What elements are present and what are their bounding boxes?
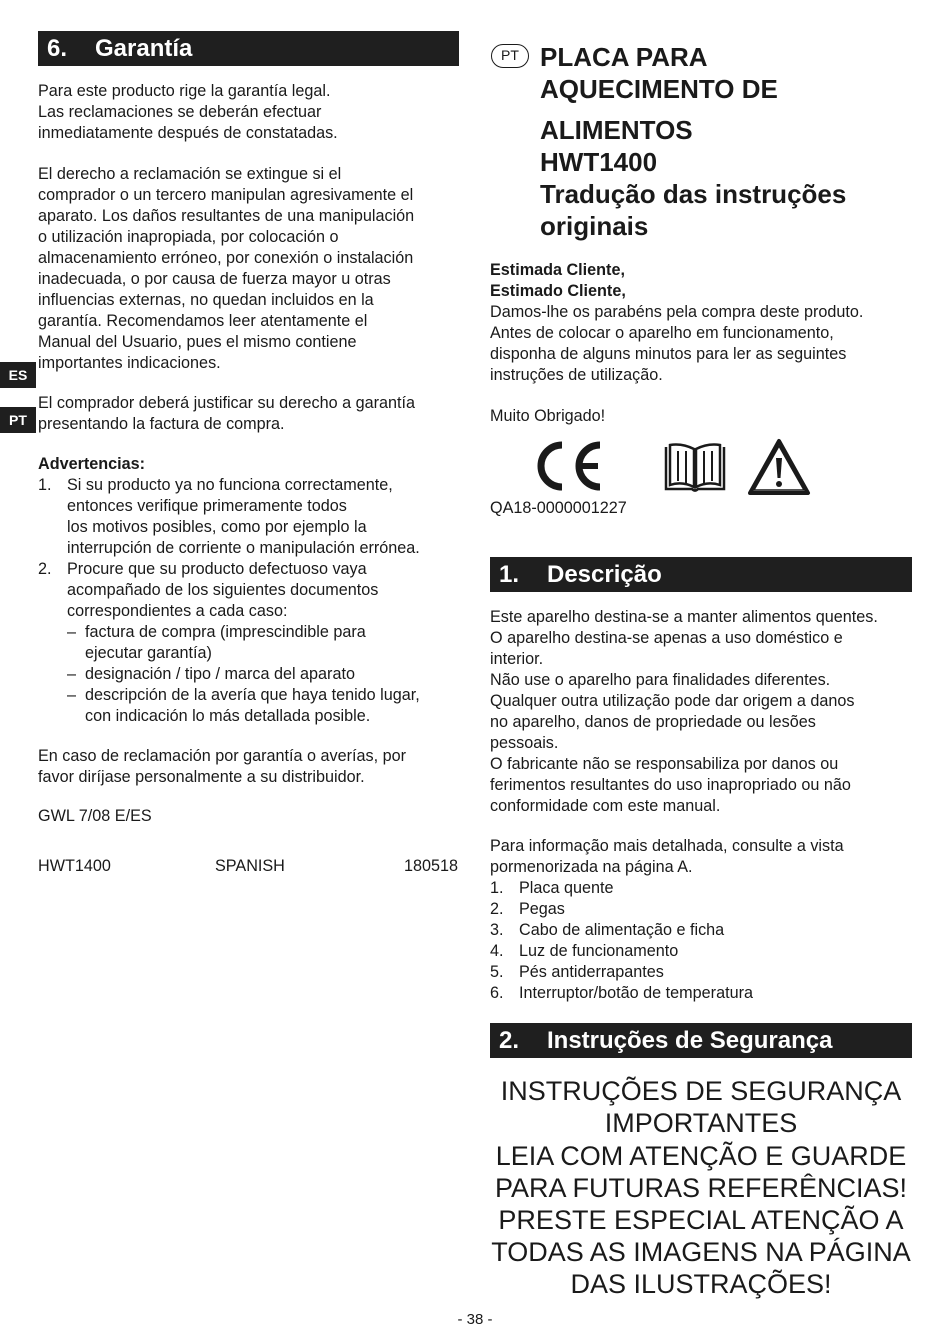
text-line: importantes indicaciones. (38, 354, 221, 372)
safety-caps-line: INSTRUÇÕES DE SEGURANÇA (500, 1076, 902, 1106)
text-line: comprador o un tercero manipulan agresivamente el (38, 186, 414, 204)
title-line-6: originais (540, 211, 649, 241)
text-line: interior. (490, 650, 544, 668)
text-line: influencias externas, no quedan incluidos en la (38, 291, 374, 309)
page-number: - 38 - (457, 1311, 493, 1328)
text-line: Para informação mais detalhada, consulte a vista (490, 837, 844, 855)
text-line: Si su producto ya no funciona correctamente, (67, 476, 393, 494)
safety-caps-line: LEIA COM ATENÇÃO E GUARDE (495, 1141, 907, 1171)
language-tab-pt[interactable]: PT (0, 407, 36, 433)
language-badge-pt: PT (491, 44, 529, 68)
thanks-text: Muito Obrigado! (490, 407, 606, 425)
text-line: Procure que su producto defectuoso vaya (67, 560, 367, 578)
list-text (67, 559, 378, 622)
list-text: Interruptor/botão de temperatura (519, 984, 753, 1002)
text-line: designación / tipo / marca del aparato (85, 665, 355, 683)
text-line: entonces verifique primeramente todos (67, 497, 347, 515)
greeting (490, 260, 626, 302)
list-number: 4. (490, 942, 504, 960)
list-number: 1. (38, 476, 52, 494)
text-line: acompañado de los siguientes documentos (67, 581, 379, 599)
section-heading-descricao (490, 557, 912, 592)
warning-triangle-icon (747, 438, 811, 496)
text-line: Não use o aparelho para finalidades diferentes. (490, 671, 831, 689)
text-line: descripción de la avería que haya tenido lugar, (85, 686, 420, 704)
safety-caps-line: PRESTE ESPECIAL ATENÇÃO A (498, 1205, 904, 1235)
text-line: Manual del Usuario, pues el mismo contiene (38, 333, 357, 351)
description-paragraph (490, 607, 878, 817)
text-line: presentando la factura de compra. (38, 415, 285, 433)
list-text (85, 622, 366, 664)
list-text: Pés antiderrapantes (519, 963, 664, 981)
text-line: pessoais. (490, 734, 559, 752)
title-model: HWT1400 (540, 147, 658, 177)
text-line: garantía. Recomendamos leer atentamente el (38, 312, 368, 330)
footer-language: SPANISH (215, 857, 285, 875)
manual-book-icon (664, 441, 726, 493)
text-line: El comprador deberá justificar su derecho a garantía (38, 394, 416, 412)
list-text (85, 664, 355, 685)
text-line: inadecuada, o por causa de fuerza mayor u otras (38, 270, 391, 288)
text-line: O aparelho destina-se apenas a uso doméstico e (490, 629, 843, 647)
text-line: interrupción de corriente o manipulación errónea. (67, 539, 420, 557)
text-line: con indicación lo más detallada posible. (85, 707, 371, 725)
footer-date: 180518 (404, 857, 459, 875)
title-line-3: ALIMENTOS (540, 115, 693, 145)
text-line: Para este producto rige la garantía legal. (38, 82, 331, 100)
section-title: Garantía (95, 35, 193, 62)
section-number: 1. (499, 561, 520, 588)
footer-model: HWT1400 (38, 857, 111, 875)
safety-caps-line: TODAS AS IMAGENS NA PÁGINA (491, 1237, 911, 1267)
text-line: favor diríjase personalmente a su distribuidor. (38, 768, 365, 786)
list-number: 3. (490, 921, 504, 939)
list-text (85, 685, 420, 727)
text-line: factura de compra (imprescindible para (85, 623, 366, 641)
list-number: 6. (490, 984, 504, 1002)
title-line-1: PLACA PARA (540, 42, 708, 72)
text-line: Qualquer outra utilização pode dar origem a danos (490, 692, 855, 710)
section-title: Instruções de Segurança (547, 1027, 833, 1054)
safety-caps-line: IMPORTANTES (604, 1108, 798, 1138)
text-line: conformidade com este manual. (490, 797, 721, 815)
text-line: ferimentos resultantes do uso inapropriado ou não (490, 776, 851, 794)
list-number: 2. (490, 900, 504, 918)
warranty-paragraph-3 (38, 393, 415, 435)
list-text: Pegas (519, 900, 565, 918)
text-line: correspondientes a cada caso: (67, 602, 288, 620)
list-number: 1. (490, 879, 504, 897)
text-line: Estimado Cliente, (490, 282, 626, 300)
text-line: los motivos posibles, como por ejemplo la (67, 518, 367, 536)
section-heading-seguranca (490, 1023, 912, 1058)
text-line: instruções de utilização. (490, 366, 663, 384)
list-text: Cabo de alimentação e ficha (519, 921, 725, 939)
detail-paragraph (490, 836, 844, 878)
text-line: En caso de reclamación por garantía o averías, por (38, 747, 407, 765)
text-line: Este aparelho destina-se a manter alimentos quentes. (490, 608, 878, 626)
text-line: pormenorizada na página A. (490, 858, 693, 876)
safety-caps-line: DAS ILUSTRAÇÕES! (570, 1269, 832, 1299)
text-line: El derecho a reclamación se extingue si el (38, 165, 342, 183)
text-line: ejecutar garantía) (85, 644, 212, 662)
text-line: aparato. Los daños resultantes de una manipulación (38, 207, 415, 225)
text-line: O fabricante não se responsabiliza por danos ou (490, 755, 839, 773)
text-line: Las reclamaciones se deberán efectuar (38, 103, 322, 121)
document-code: GWL 7/08 E/ES (38, 807, 152, 825)
text-line: inmediatamente después de constatadas. (38, 124, 338, 142)
intro-paragraph (490, 302, 863, 386)
warnings-title: Advertencias: (38, 455, 146, 473)
list-text (67, 475, 420, 559)
section-title: Descrição (547, 561, 662, 588)
text-line: disponha de alguns minutos para ler as seguintes (490, 345, 847, 363)
list-text: Placa quente (519, 879, 614, 897)
certificate-code: QA18-0000001227 (490, 499, 627, 517)
list-number: 2. (38, 560, 52, 578)
text-line: almacenamiento erróneo, por conexión o instalación (38, 249, 414, 267)
text-line: Estimada Cliente, (490, 261, 625, 279)
safety-caps-line: PARA FUTURAS REFERÊNCIAS! (494, 1173, 908, 1203)
dash-bullet: – (67, 665, 77, 683)
language-tab-es[interactable]: ES (0, 362, 36, 388)
ce-mark-icon (528, 440, 604, 492)
list-number: 5. (490, 963, 504, 981)
text-line: Damos-lhe os parabéns pela compra deste produto. (490, 303, 864, 321)
title-line-5: Tradução das instruções (540, 179, 847, 209)
text-line: o utilización inapropiada, por colocación o (38, 228, 339, 246)
dash-bullet: – (67, 623, 77, 641)
title-line-2: AQUECIMENTO DE (540, 74, 778, 104)
warranty-paragraph-2 (38, 164, 414, 374)
section-number: 2. (499, 1027, 520, 1054)
dash-bullet: – (67, 686, 77, 704)
warranty-paragraph-4 (38, 746, 406, 788)
list-text: Luz de funcionamento (519, 942, 679, 960)
warranty-paragraph-1 (38, 81, 338, 144)
section-number: 6. (47, 35, 68, 62)
text-line: Antes de colocar o aparelho em funcionamento, (490, 324, 834, 342)
section-heading-garantia (38, 31, 459, 66)
text-line: no aparelho, danos de propriedade ou lesões (490, 713, 816, 731)
